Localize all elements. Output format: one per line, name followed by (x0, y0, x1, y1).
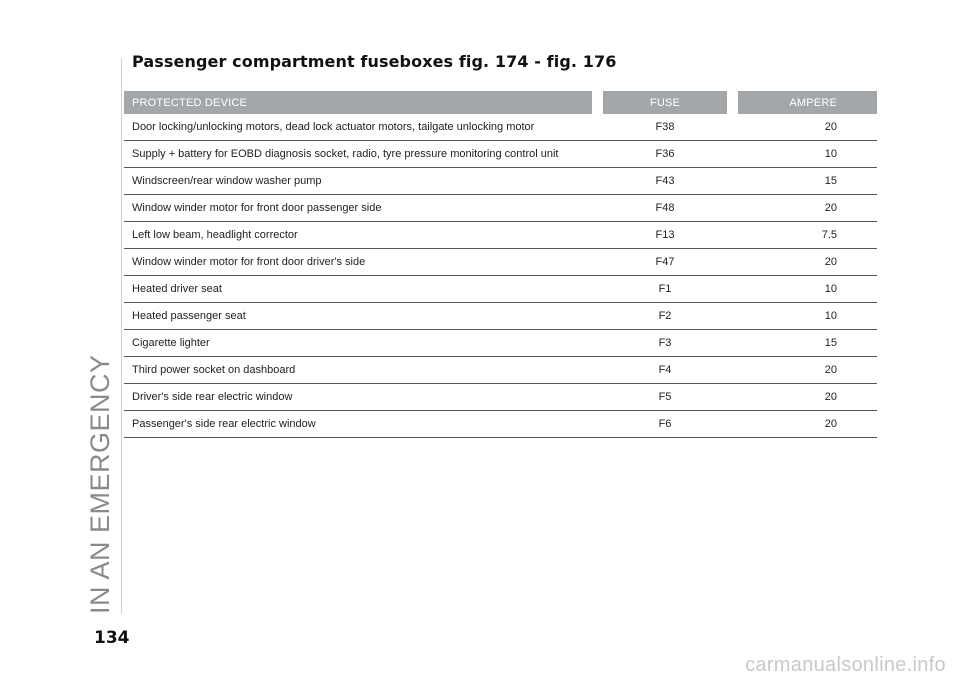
cell-gap (592, 141, 603, 168)
header-protected-device: PROTECTED DEVICE (124, 91, 592, 114)
table-row (124, 330, 877, 357)
side-divider (121, 58, 122, 614)
cell-gap (727, 222, 738, 249)
cell-fuse: F36 (603, 141, 726, 168)
cell-protected-device: Left low beam, headlight corrector (124, 222, 592, 249)
header-ampere: AMPERE (738, 91, 877, 114)
cell-fuse: F1 (603, 276, 726, 303)
cell-fuse: F47 (603, 249, 726, 276)
cell-gap (592, 411, 603, 438)
table-row (124, 249, 877, 276)
cell-gap (592, 114, 603, 141)
cell-fuse: F38 (603, 114, 726, 141)
page-number: 134 (94, 628, 130, 648)
cell-fuse: F6 (603, 411, 726, 438)
cell-gap (592, 222, 603, 249)
cell-fuse: F3 (603, 330, 726, 357)
cell-protected-device: Driver's side rear electric window (124, 384, 592, 411)
cell-gap (592, 168, 603, 195)
cell-ampere: 20 (738, 411, 877, 438)
cell-fuse: F5 (603, 384, 726, 411)
header-fuse: FUSE (603, 91, 726, 114)
cell-gap (727, 411, 738, 438)
cell-ampere: 15 (738, 330, 877, 357)
cell-ampere: 10 (738, 303, 877, 330)
cell-gap (592, 195, 603, 222)
cell-gap (727, 249, 738, 276)
cell-protected-device: Heated passenger seat (124, 303, 592, 330)
cell-fuse: F13 (603, 222, 726, 249)
cell-protected-device: Windscreen/rear window washer pump (124, 168, 592, 195)
cell-protected-device: Third power socket on dashboard (124, 357, 592, 384)
cell-fuse: F4 (603, 357, 726, 384)
cell-protected-device: Door locking/unlocking motors, dead lock actuator motors, tailgate unlocking motor (124, 114, 592, 141)
cell-ampere: 20 (738, 114, 877, 141)
cell-protected-device: Window winder motor for front door passenger side (124, 195, 592, 222)
header-gap (592, 91, 603, 114)
cell-protected-device: Heated driver seat (124, 276, 592, 303)
header-gap (727, 91, 738, 114)
table-row (124, 114, 877, 141)
table-header-row (124, 91, 877, 114)
table-row (124, 357, 877, 384)
table-row (124, 276, 877, 303)
cell-ampere: 20 (738, 249, 877, 276)
table-body (124, 114, 877, 438)
cell-gap (727, 141, 738, 168)
cell-ampere: 20 (738, 357, 877, 384)
cell-gap (727, 330, 738, 357)
cell-gap (592, 330, 603, 357)
cell-ampere: 7.5 (738, 222, 877, 249)
cell-gap (592, 249, 603, 276)
cell-gap (592, 303, 603, 330)
cell-protected-device: Cigarette lighter (124, 330, 592, 357)
cell-gap (727, 276, 738, 303)
cell-fuse: F2 (603, 303, 726, 330)
cell-gap (727, 195, 738, 222)
page-title: Passenger compartment fuseboxes fig. 174 - fig. 176 (132, 52, 617, 71)
section-side-tab (84, 58, 116, 614)
section-tab-label: IN AN EMERGENCY (85, 354, 115, 614)
fuse-table (124, 91, 877, 438)
cell-ampere: 20 (738, 384, 877, 411)
cell-protected-device: Supply + battery for EOBD diagnosis socket, radio, tyre pressure monitoring control unit (124, 141, 592, 168)
cell-gap (727, 357, 738, 384)
table-row (124, 384, 877, 411)
cell-gap (727, 114, 738, 141)
table-row (124, 195, 877, 222)
cell-protected-device: Window winder motor for front door driver's side (124, 249, 592, 276)
table-row (124, 303, 877, 330)
cell-protected-device: Passenger's side rear electric window (124, 411, 592, 438)
table-row (124, 411, 877, 438)
table-row (124, 222, 877, 249)
table-row (124, 168, 877, 195)
cell-ampere: 15 (738, 168, 877, 195)
cell-ampere: 20 (738, 195, 877, 222)
cell-gap (727, 384, 738, 411)
cell-gap (727, 168, 738, 195)
cell-gap (727, 303, 738, 330)
cell-ampere: 10 (738, 141, 877, 168)
watermark: carmanualsonline.info (745, 654, 946, 676)
cell-gap (592, 357, 603, 384)
cell-gap (592, 384, 603, 411)
cell-fuse: F43 (603, 168, 726, 195)
cell-gap (592, 276, 603, 303)
cell-ampere: 10 (738, 276, 877, 303)
cell-fuse: F48 (603, 195, 726, 222)
table-row (124, 141, 877, 168)
